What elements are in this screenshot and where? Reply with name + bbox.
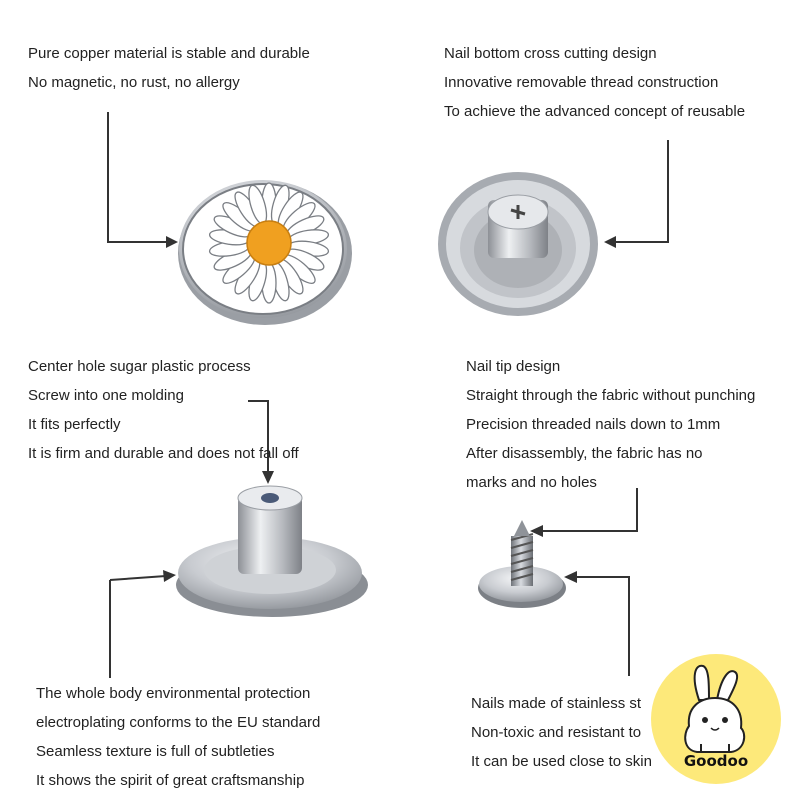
- callout-line: Non-toxic and resistant to: [471, 724, 642, 741]
- brand-logo-badge: [651, 654, 781, 784]
- callout-line: Pure copper material is stable and durable: [28, 45, 310, 62]
- callout-line: To achieve the advanced concept of reusable: [444, 103, 746, 120]
- callout-middle-left: [28, 352, 299, 468]
- callout-bottom-left: [36, 679, 320, 795]
- callout-line: Center hole sugar plastic process: [28, 358, 251, 375]
- brand-name: Goodoo: [683, 752, 749, 770]
- callout-line: The whole body environmental protection: [36, 685, 311, 702]
- callout-line: Screw into one molding: [28, 387, 184, 404]
- callout-line: It fits perfectly: [28, 416, 121, 433]
- callout-line: After disassembly, the fabric has no: [466, 445, 703, 462]
- callout-line: marks and no holes: [466, 474, 597, 491]
- callout-line: No magnetic, no rust, no allergy: [28, 74, 240, 91]
- callout-line: Nail tip design: [466, 358, 561, 375]
- callout-line: electroplating conforms to the EU standard: [36, 714, 321, 731]
- callout-line: It is firm and durable and does not fall off: [28, 445, 299, 462]
- callout-top-right: [444, 39, 745, 126]
- screw-nail-image: [478, 520, 566, 608]
- callout-middle-right: [466, 352, 755, 497]
- snap-back-image: [438, 172, 598, 316]
- callout-line: Precision threaded nails down to 1mm: [466, 416, 721, 433]
- callout-line: It shows the spirit of great craftsmanship: [36, 772, 305, 789]
- daisy-button-image: [178, 180, 352, 325]
- callout-line: Innovative removable thread construction: [444, 74, 719, 91]
- callout-line: It can be used close to skin: [471, 753, 652, 770]
- callout-line: Nails made of stainless st: [471, 695, 642, 712]
- snap-cap-image: [176, 486, 368, 617]
- callout-line: Straight through the fabric without punching: [466, 387, 756, 404]
- callout-bottom-right: [471, 689, 652, 776]
- callout-line: Seamless texture is full of subtleties: [36, 743, 275, 760]
- callout-line: Nail bottom cross cutting design: [444, 45, 657, 62]
- callout-top-left: [28, 39, 310, 97]
